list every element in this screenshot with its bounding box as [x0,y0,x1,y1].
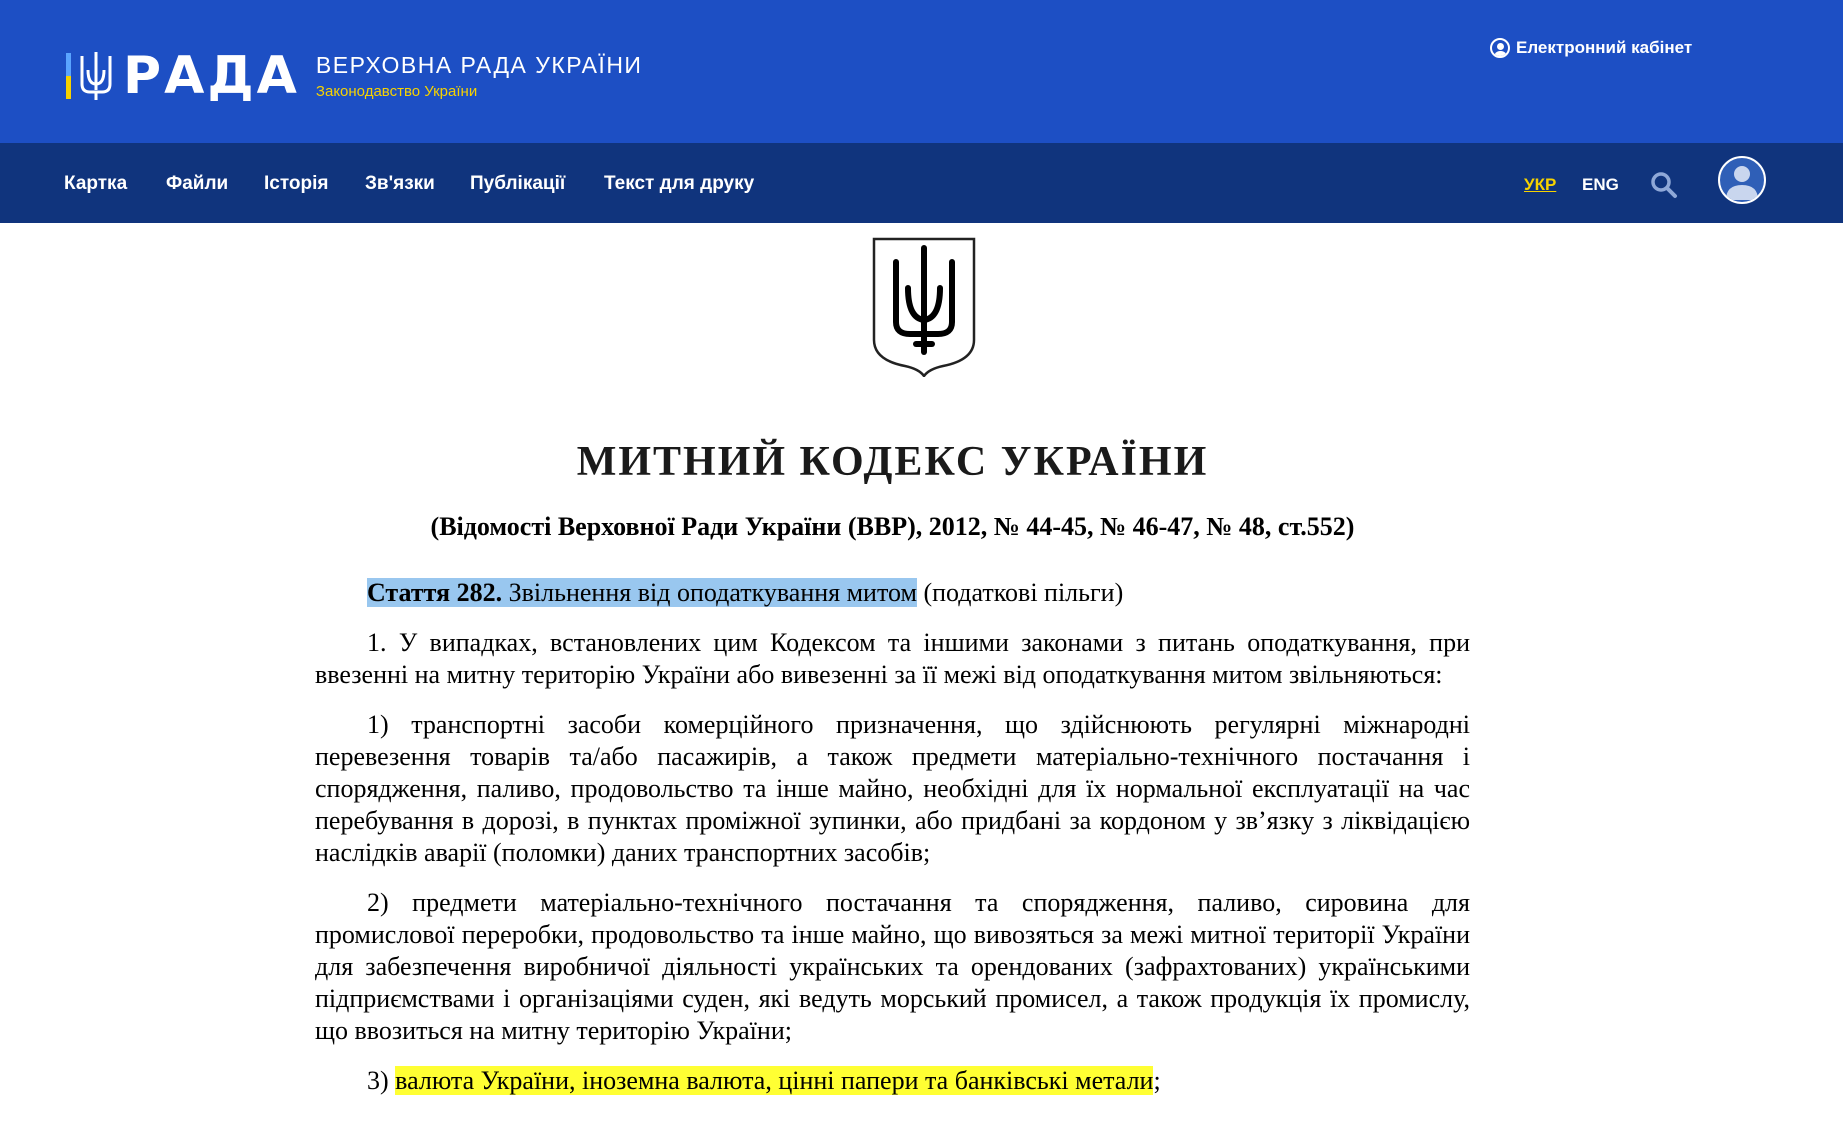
nav-item-print-text[interactable]: Текст для друку [604,173,755,194]
document-body [315,577,1470,1097]
paragraph-3: 2) предмети матеріально-технічного постачання та спорядження, паливо, сировина для промислової переробки, продовольство та інше майно, що вивозяться за межі митної території України для забезпечення виробничої діяльності українських та орендованих (зафрахтованих) українськими підприємствами і організаціями суден, які ведуть морський промисел, а також продукція їх промислу, що ввозиться на митну територію України; [315,888,1470,1045]
paragraph-2: 1) транспортні засоби комерційного призначення, що здійснюють регулярні міжнародні перевезення товарів та/або пасажирів, а також предмети матеріально-технічного постачання і спорядження, паливо, продовольство та інше майно, необхідні для їх нормальної експлуатації на час перебування в дорозі, в пунктах проміжної зупинки, або придбані за кордоном у зв’язку з ліквідацією наслідків аварії (поломки) даних транспортних засобів; [315,710,1470,867]
paragraph-1: 1. У випадках, встановлених цим Кодексом та іншими законами з питань оподаткування, при ввезенні на митну територію України або вивезенні за її межі від оподаткування митом звільняються: [315,628,1470,689]
document-source: (Відомості Верховної Ради України (ВВР), 2012, № 44-45, № 46-47, № 48, ст.552) [430,512,1355,541]
article-heading [315,577,1470,609]
paragraph-4-number: 3) [367,1066,389,1095]
paragraph-4 [315,1065,1470,1097]
user-icon [1720,158,1764,202]
main-nav [0,143,1843,223]
nav-item-publications[interactable]: Публікації [470,173,566,194]
cabinet-label: Електронний кабінет [1516,38,1693,57]
coat-of-arms-icon [871,236,977,377]
article-title: Звільнення від оподаткування митом [508,578,917,607]
electronic-cabinet-link[interactable] [1490,38,1692,58]
nav-item-history[interactable]: Історія [264,173,329,194]
logo-text [316,52,643,100]
logo-subtitle: Законодавство України [315,83,478,100]
site-logo[interactable] [66,46,643,106]
article-heading-selection [367,578,917,607]
nav-item-kartka[interactable]: Картка [64,173,128,194]
paragraph-4-highlight: валюта України, іноземна валюта, цінні папери та банківські метали [395,1066,1154,1095]
lang-eng[interactable]: ENG [1582,175,1619,194]
search-icon[interactable] [1650,171,1678,199]
user-avatar[interactable] [1718,156,1766,204]
logo-title: ВЕРХОВНА РАДА УКРАЇНИ [315,52,643,78]
article-note: (податкові пільги) [923,578,1124,607]
user-circle-icon [1490,38,1510,58]
trident-icon [79,50,113,102]
document-title: МИТНИЙ КОДЕКС УКРАЇНИ [576,439,1209,485]
nav-item-files[interactable]: Файли [166,173,229,194]
flag-stripe [66,53,71,99]
logo-word: РАДА [123,46,300,106]
nav-item-links[interactable]: Зв'язки [365,173,435,194]
article-number: Стаття 282. [367,578,503,607]
site-header [0,0,1843,143]
lang-ukr[interactable]: УКР [1524,175,1557,194]
paragraph-4-end: ; [1153,1066,1161,1095]
